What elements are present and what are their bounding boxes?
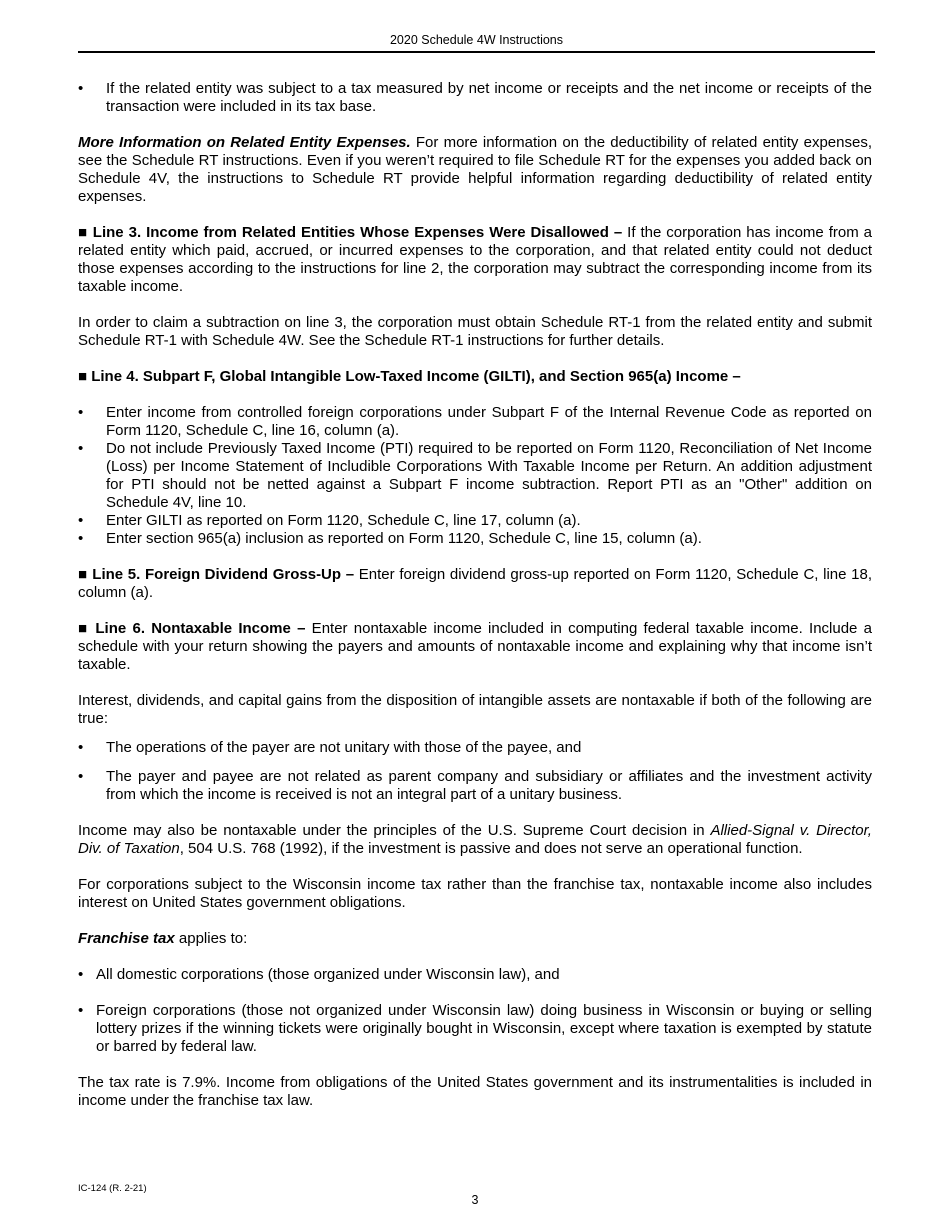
square-bullet-icon: ■ <box>78 224 88 241</box>
document-body <box>78 80 872 1110</box>
tax-rate-paragraph: The tax rate is 7.9%. Income from obligations of the United States government and its instrumentalities is included in income under the franchise tax law. <box>78 1074 872 1109</box>
square-bullet-icon: ■ <box>78 566 88 583</box>
line6-paragraph <box>78 620 872 674</box>
line6-paragraph-3 <box>78 822 872 858</box>
line3-text: If the corporation has income from a related entity which paid, accrued, or incurred expenses to the corporation, and that related entity could not deduct those expenses according to the instructions for line 2, the corporation may subtract the corresponding income from its taxable income. <box>78 224 873 295</box>
line6-bullet-list <box>78 739 872 804</box>
franchise-paragraph <box>78 930 872 948</box>
page-number: 3 <box>471 1193 479 1207</box>
line4-bullet-list <box>78 404 872 548</box>
list-item: • The operations of the payer are not unitary with those of the payee, and <box>78 739 872 757</box>
franchise-heading: Franchise tax <box>78 930 175 947</box>
line5-text: Enter foreign dividend gross-up reported on Form 1120, Schedule C, line 18, column (a). <box>78 566 873 601</box>
line4-heading-paragraph <box>78 368 872 386</box>
list-item: • The payer and payee are not related as parent company and subsidiary or affiliates and the investment activity from which the income is received is not an integral part of a unitary business. <box>78 768 872 804</box>
line6-heading: Line 6. Nontaxable Income – <box>89 620 306 637</box>
square-bullet-icon: ■ <box>78 368 88 385</box>
more-info-paragraph <box>78 134 872 206</box>
line6-paragraph-2: Interest, dividends, and capital gains from the disposition of intangible assets are nontaxable if both of the following are true: <box>78 692 872 727</box>
line6-paragraph-4: For corporations subject to the Wisconsin income tax rather than the franchise tax, nontaxable income also includes interest on United States government obligations. <box>78 876 872 911</box>
line5-heading: Line 5. Foreign Dividend Gross-Up – <box>87 566 355 583</box>
list-item: • All domestic corporations (those organized under Wisconsin law), and <box>78 966 872 984</box>
line4-heading: Line 4. Subpart F, Global Intangible Low-Taxed Income (GILTI), and Section 965(a) Income – <box>87 368 741 385</box>
list-item: • Enter section 965(a) inclusion as reported on Form 1120, Schedule C, line 15, column (a). <box>78 530 872 548</box>
page-header: 2020 Schedule 4W Instructions <box>389 33 564 47</box>
line6-para3-text-end: , 504 U.S. 768 (1992), if the investment is passive and does not serve an operational function. <box>179 840 803 857</box>
line3-paragraph <box>78 224 872 296</box>
intro-bullet-list <box>78 80 872 116</box>
line6-para3-text: Income may also be nontaxable under the principles of the U.S. Supreme Court decision in <box>78 822 711 839</box>
franchise-bullet-list <box>78 966 872 1056</box>
line3-paragraph-2: In order to claim a subtraction on line 3, the corporation must obtain Schedule RT-1 from the related entity and submit Schedule RT-1 with Schedule 4W. See the Schedule RT-1 instructions for further details. <box>78 314 872 349</box>
case-citation: Allied-Signal v. Director, Div. of Taxation <box>78 822 872 857</box>
form-id: IC-124 (R. 2-21) <box>78 1183 147 1194</box>
list-item: • If the related entity was subject to a tax measured by net income or receipts and the net income or receipts of the transaction were included in its tax base. <box>78 80 872 116</box>
line3-heading: Line 3. Income from Related Entities Whose Expenses Were Disallowed – <box>87 224 623 241</box>
square-bullet-icon: ■ <box>78 620 90 637</box>
list-item: • Do not include Previously Taxed Income (PTI) required to be reported on Form 1120, Reconciliation of Net Income (Loss) per Income Statement of Includible Corporations With Taxable Income per Return. An addition adjustment for PTI should not be netted against a Subpart F income subtraction. Report PTI as an "Other" addition on Schedule 4V, line 10. <box>78 440 872 512</box>
list-item: • Enter GILTI as reported on Form 1120, Schedule C, line 17, column (a). <box>78 512 872 530</box>
more-info-heading: More Information on Related Entity Expenses. <box>78 134 411 151</box>
list-item: • Enter income from controlled foreign corporations under Subpart F of the Internal Revenue Code as reported on Form 1120, Schedule C, line 16, column (a). <box>78 404 872 440</box>
line6-text: Enter nontaxable income included in computing federal taxable income. Include a schedule with your return showing the payers and amounts of nontaxable income and explaining why that income isn’t taxable. <box>78 620 872 673</box>
line5-paragraph <box>78 566 872 602</box>
more-info-text: For more information on the deductibility of related entity expenses, see the Schedule RT instructions. Even if you weren’t required to file Schedule RT for the expenses you added back on Schedule 4V, the instructions to Schedule RT provide helpful information regarding deductibility of related entity expenses. <box>78 134 872 205</box>
header-rule <box>78 51 875 53</box>
franchise-text: applies to: <box>174 930 248 947</box>
list-item: • Foreign corporations (those not organized under Wisconsin law) doing business in Wisconsin or buying or selling lottery prizes if the winning tickets were originally bought in Wisconsin, except where taxation is exempted by statute or barred by federal law. <box>78 1002 872 1056</box>
